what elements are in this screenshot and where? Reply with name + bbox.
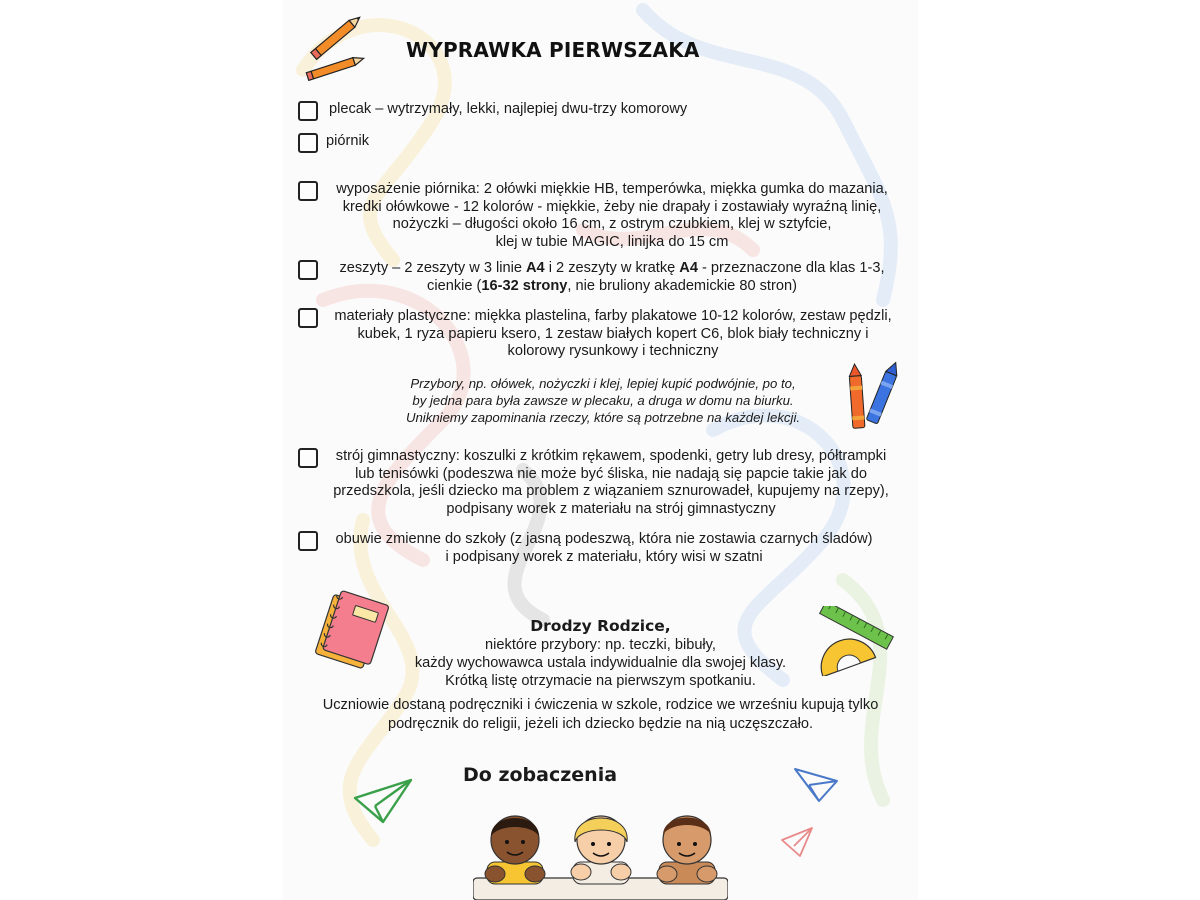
paper-plane-icon bbox=[353, 776, 415, 826]
item-text: zeszyty – 2 zeszyty w 3 linie A4 i 2 zeszyty w kratkę A4 - przeznaczone dla klas 1-3, cienkie (16-32 strony, nie bruliony akademickie 80 stron) bbox=[339, 260, 885, 294]
checkbox[interactable] bbox=[298, 101, 318, 121]
item-text: plecak – wytrzymały, lekki, najlepiej dwu-trzy komorowy bbox=[329, 101, 688, 117]
pencils-icon bbox=[305, 15, 369, 81]
parents-heading: Drodzy Rodzice, bbox=[530, 617, 671, 635]
checkbox[interactable] bbox=[298, 531, 318, 551]
item-text: piórnik bbox=[326, 133, 369, 149]
checkbox[interactable] bbox=[298, 181, 318, 201]
goodbye-heading: Do zobaczenia bbox=[463, 764, 618, 786]
children-illustration bbox=[473, 806, 728, 900]
item-text: strój gimnastyczny: koszulki z krótkim rękawem, spodenki, getry lub dresy, półtrampki lub tenisówki (podeszwa nie może być śliska, nie nadają się papcie takie jak do przedszkola, jeśli dziecko ma problem z wiązaniem sznurowadeł, kupujemy na rzepy), podpisany worek z materiału na strój gimnastyczny bbox=[333, 448, 889, 517]
crayons-icon bbox=[843, 360, 903, 432]
item-text: obuwie zmienne do szkoły (z jasną podeszwą, która nie zostawia czarnych śladów) i podpisany worek z materiału, który wisi w szatni bbox=[335, 531, 873, 565]
textbooks-info: Uczniowie dostaną podręczniki i ćwiczenia w szkole, rodzice we wrześniu kupują tylko podręcznik do religii, jeżeli ich dziecko będzie na nią uczęszczało. bbox=[322, 697, 879, 732]
parents-message: Drodzy Rodzice, niektóre przybory: np. teczki, bibuły, każdy wychowawca ustala indywidualnie dla swojej klasy. Krótką listę otrzymacie na pierwszym spotkaniu. bbox=[283, 617, 918, 690]
paper-plane-icon bbox=[780, 826, 814, 858]
checkbox[interactable] bbox=[298, 308, 318, 328]
item-text: wyposażenie piórnika: 2 ołówki miękkie HB, temperówka, miękka gumka do mazania, kredki ołówkowe - 12 kolorów - miękkie, żeby nie drapały i zostawiały wyraźną linię, nożyczki – długości około 16 cm, z ostrym czubkiem, klej w sztyfcie, klej w tubie MAGIC, linijka do 15 cm bbox=[336, 181, 888, 250]
checkbox[interactable] bbox=[298, 133, 318, 153]
paper-plane-icon bbox=[793, 765, 839, 803]
checkbox[interactable] bbox=[298, 448, 318, 468]
school-supplies-flyer bbox=[283, 0, 918, 900]
page-title: WYPRAWKA PIERWSZAKA bbox=[406, 38, 700, 62]
item-text: materiały plastyczne: miękka plastelina, farby plakatowe 10-12 kolorów, zestaw pędzli, kubek, 1 ryza papieru ksero, 1 zestaw białych kopert C6, blok biały techniczny i kolorowy rysunkowy i techniczny bbox=[334, 308, 892, 359]
tip-note: Przybory, np. ołówek, nożyczki i klej, lepiej kupić podwójnie, po to, by jedna para była zawsze w plecaku, a druga w domu na biurku. Unikniemy zapominania rzeczy, które są potrzebne na każdej lekcji. bbox=[405, 376, 801, 425]
checkbox[interactable] bbox=[298, 260, 318, 280]
